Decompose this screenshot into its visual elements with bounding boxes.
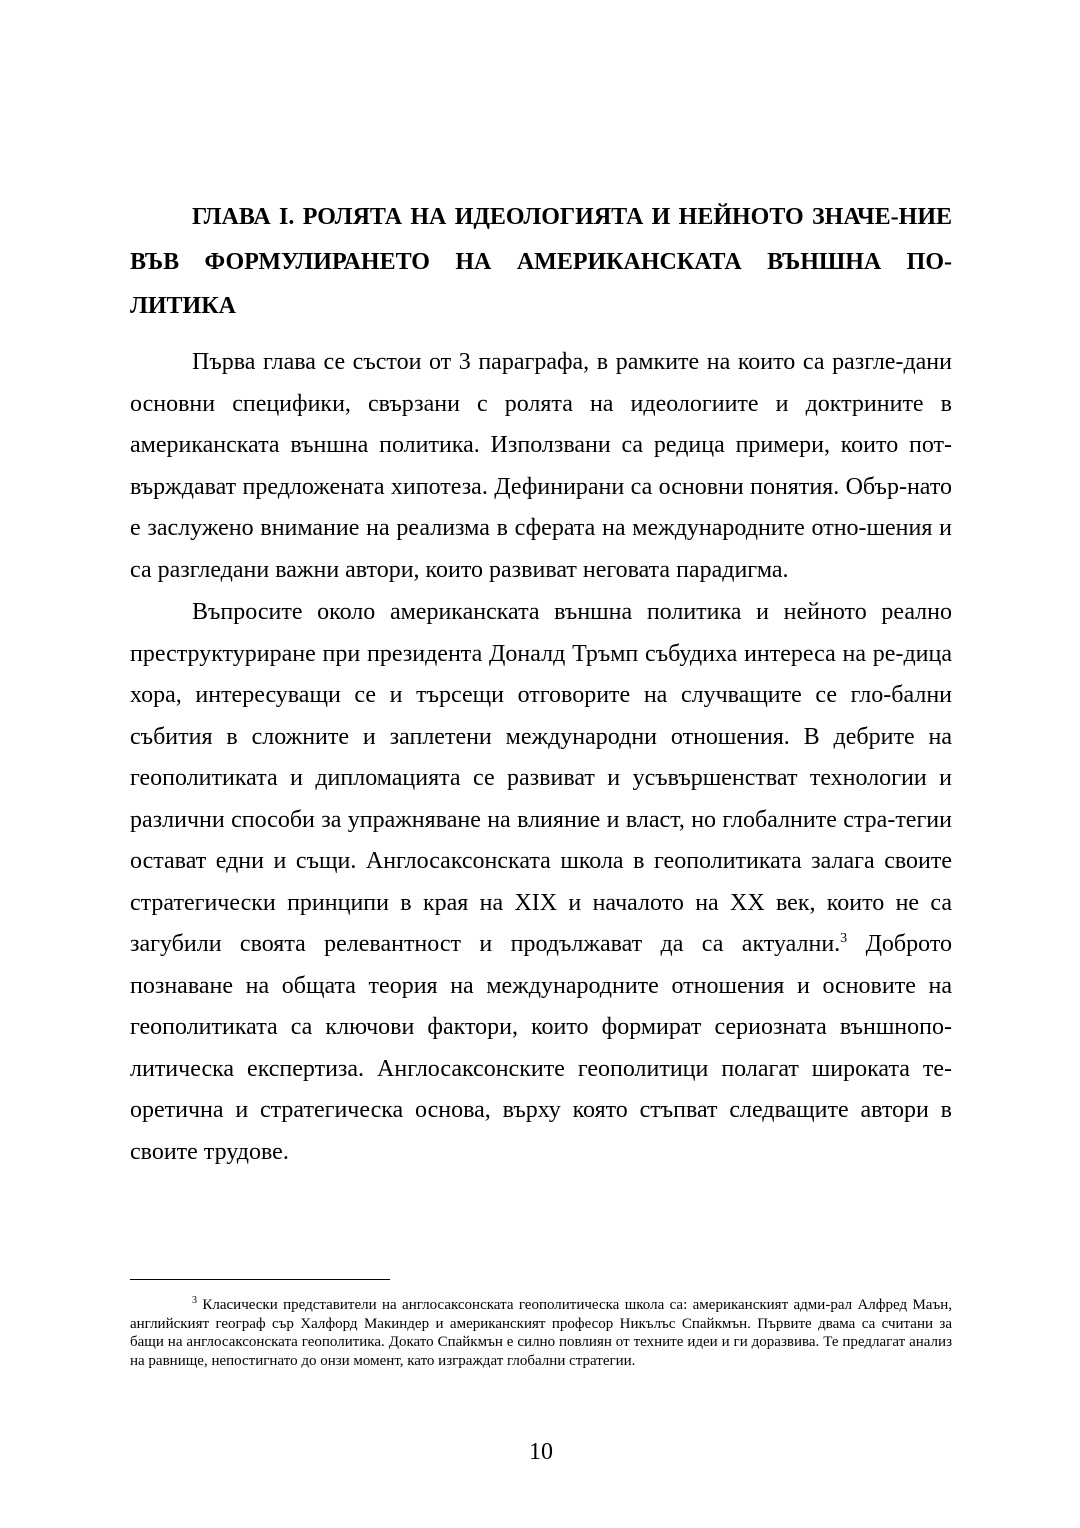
paragraph-2 <box>130 592 952 1173</box>
footnote-text: Класически представители на англосаксонската геополитическа школа са: американският адми-рал Алфред Маън, английският географ сър Халфорд Макиндер и американският професор Никълъс Спайкмън. Първите двама са считани за бащи на англосаксонската геополитика. Докато Спайкмън е силно повлиян от техните идеи и ги доразвива. Те предлагат анализ на равнище, непостигнато до онзи момент, като изграждат глобални стратегии. <box>130 1297 952 1369</box>
paragraph-2-text-before-ref: Въпросите около американската външна политика и нейното реално преструктуриране при президента Доналд Тръмп събудиха интереса на ре-дица хора, интересуващи се и търсещи отговорите на случващите се гло-бални събития в сложните и заплетени международни отношения. В дебрите на геополитиката и дипломацията се развиват и усъвършенстват технологии и различни способи за упражняване на влияние и власт, но глобалните стра-тегии остават едни и същи. Англосаксонската школа в геополитиката залага своите стратегически принципи в края на XIX и началото на XX век, които не са загубили своята релевантност и продължават да са актуални. <box>130 599 952 957</box>
paragraph-2-text-after-ref: Доброто познаване на общата теория на международните отношения и основите на геополитиката са ключови фактори, които формират сериозната външнопо-литическа експертиза. Англосаксонските геополитици полагат широката те-оретична и стратегическа основа, върху която стъпват следващите автори в своите трудове. <box>130 931 952 1165</box>
document-page <box>130 0 952 1528</box>
page-number: 10 <box>529 1439 553 1465</box>
footnote <box>130 1296 952 1370</box>
body-text <box>130 342 952 1173</box>
footnote-mark: 3 <box>192 1295 197 1306</box>
footnote-reference[interactable]: 3 <box>840 931 848 946</box>
footnote-separator <box>130 1279 390 1280</box>
paragraph-1: Първа глава се състои от 3 параграфа, в рамките на които са разгле-дани основни специфики, свързани с ролята на идеологиите и доктрините в американската външна политика. Използвани са редица примери, които пот-върждават предложената хипотеза. Дефинирани са основни понятия. Обър-нато е заслужено внимание на реализма в сферата на международните отно-шения и са разгледани важни автори, които развиват неговата парадигма. <box>130 349 952 583</box>
chapter-heading: ГЛАВА I. РОЛЯТА НА ИДЕОЛОГИЯТА И НЕЙНОТО ЗНАЧЕ-НИЕ ВЪВ ФОРМУЛИРАНЕТО НА АМЕРИКАНСКАТА ВЪНШНА ПО-ЛИТИКА <box>130 204 952 319</box>
